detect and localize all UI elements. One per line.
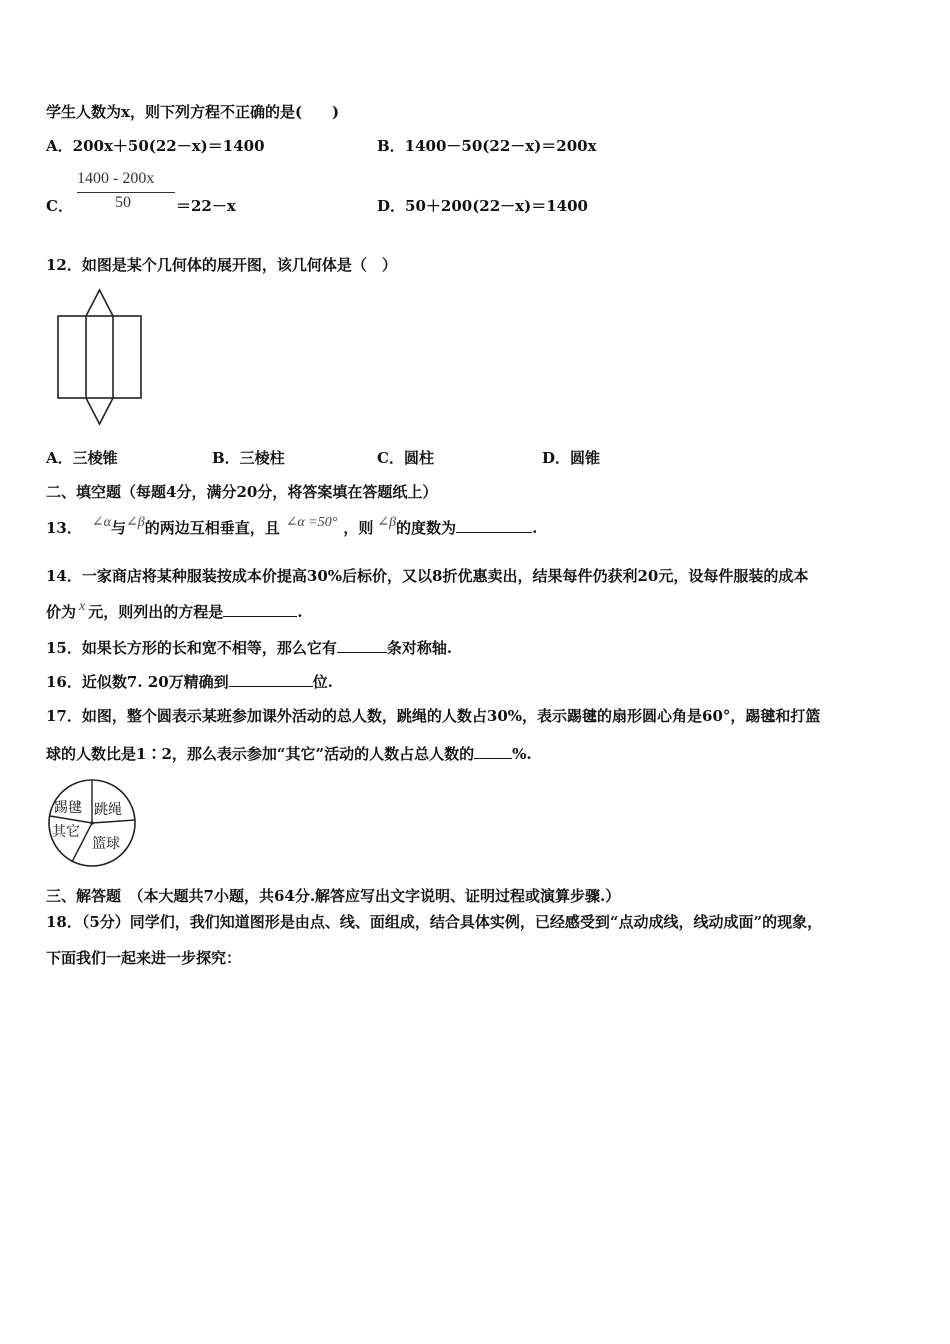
q14-text-1: 价为 [46,603,77,621]
q11-option-c-fraction [77,170,177,216]
q18-line-1: 18．（5分）同学们，我们知道图形是由点、线、面组成，结合具体实例，已经感受到“点动成线，线动成面”的现象， [46,913,823,931]
q13-text-5: . [532,519,538,537]
pie-label-tiaosheng: 跳绳 [94,802,122,818]
pie-divider-right [92,820,135,823]
activity-pie-chart [44,778,140,870]
q11-option-b: B．1400－50(22－x)＝200x [377,137,597,155]
q16-answer-blank [229,672,313,687]
net-outer-rectangle [58,316,141,398]
pie-label-lanqiu: 篮球 [92,836,120,852]
q13 [46,515,538,540]
pie-divider-left [50,816,92,823]
q13-text-3: ，则 [343,519,374,537]
net-bottom-triangle [86,398,113,424]
section-3-heading: 三、解答题 （本大题共7小题，共64分.解答应写出文字说明、证明过程或演算步骤.） [46,887,621,905]
q11-option-d: D．50＋200(22－x)＝1400 [377,197,588,215]
q17-text-2: %. [512,745,532,763]
pie-label-qita: 其它 [52,824,80,840]
fraction-numerator: 1400 - 200x [77,170,155,187]
q13-number: 13． [46,519,82,537]
q11-stem: 学生人数为x，则下列方程不正确的是( ) [46,103,340,121]
pie-center-dot [90,821,94,825]
q14-text-3: . [297,603,303,621]
q16-text-1: 16．近似数7. 20万精确到 [46,673,229,691]
pie-label-tijian: 踢毽 [54,800,82,816]
q12-stem: 12．如图是某个几何体的展开图，该几何体是（ ） [46,256,397,274]
q14-text-2: 元，则列出的方程是 [88,603,224,621]
q12-option-a: A．三棱锥 [46,449,118,467]
q12-option-d: D．圆锥 [542,449,601,467]
q17-answer-blank [474,744,512,759]
q13-text-1: 与 [110,519,126,537]
q14-line-1: 14．一家商店将某种服装按成本价提高30%后标价，又以8折优惠卖出，结果每件仍获利20元，设每件服装的成本 [46,567,809,585]
q11-option-a: A．200x＋50(22－x)＝1400 [46,137,265,155]
section-2-heading: 二、填空题（每题4分，满分20分，将答案填在答题纸上） [46,483,438,501]
q17-text-1: 球的人数比是1∶2，那么表示参加“其它”活动的人数占总人数的 [46,745,475,763]
fraction-bar [77,192,175,193]
q16-text-2: 位. [312,673,333,691]
q18-line-2: 下面我们一起来进一步探究： [46,949,242,967]
q15-text-2: 条对称轴. [386,639,453,657]
q15-text-1: 15．如果长方形的长和宽不相等，那么它有 [46,639,337,657]
angle-beta-2: ∠β [377,515,397,530]
prism-net-diagram [50,286,150,426]
fraction-denominator: 50 [115,194,131,211]
q17-line-2 [46,744,532,764]
q12-option-b: B．三棱柱 [212,449,285,467]
q17-line-1: 17．如图，整个圆表示某班参加课外活动的总人数，跳绳的人数占30%，表示踢毽的扇形圆心角是60°，踢毽和打篮 [46,707,821,725]
q12-option-c: C．圆柱 [377,449,434,467]
q16 [46,672,333,692]
q13-text-4: 的度数为 [396,519,457,537]
angle-alpha: ∠α [91,515,111,530]
net-top-triangle [86,290,113,316]
variable-x: x [79,599,86,614]
angle-beta: ∠β [125,515,145,530]
q15 [46,638,452,658]
q14-line-2 [46,599,303,624]
q11-option-c-label: C． [46,197,73,215]
q13-answer-blank [456,518,532,533]
q11-option-c-rest: ＝22－x [176,197,236,215]
angle-condition: ∠α =50° [285,515,338,530]
q15-answer-blank [337,638,387,653]
q13-text-2: 的两边互相垂直，且 [144,519,280,537]
q14-answer-blank [223,602,297,617]
